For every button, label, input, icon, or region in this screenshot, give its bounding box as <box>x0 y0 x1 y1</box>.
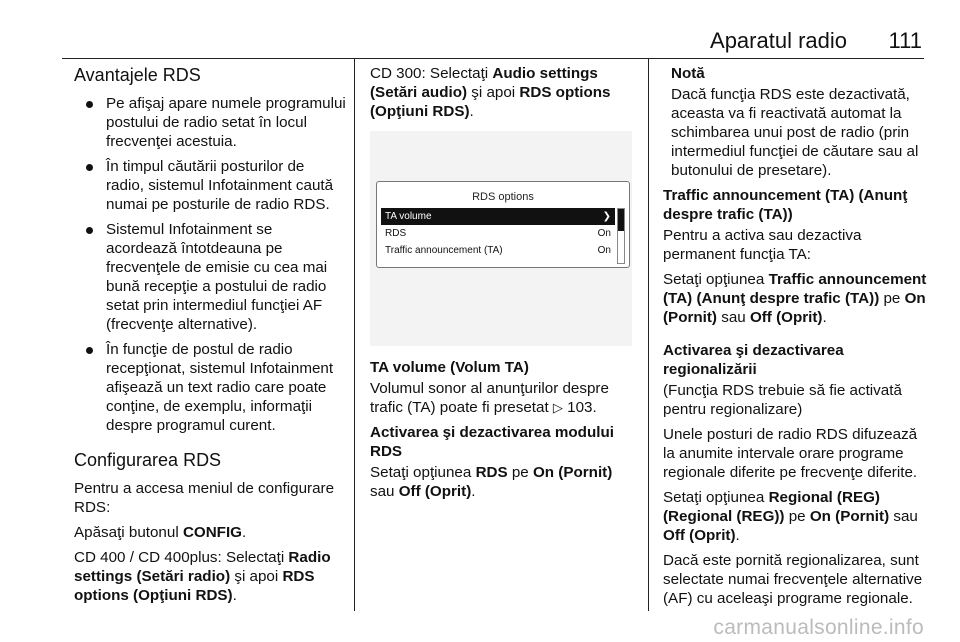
bullet-icon <box>86 347 93 354</box>
menu-item-rds: RDS On <box>385 228 611 239</box>
menu-item-traffic-announcement: Traffic announcement (TA) On <box>385 245 611 256</box>
bullet-icon <box>86 227 93 234</box>
rds-options-screenshot <box>370 131 632 346</box>
header-rule <box>62 58 924 59</box>
page-reference-icon: ▷ <box>552 400 563 415</box>
paragraph: (Funcţia RDS trebuie să fie activată pentru regionalizare) <box>663 382 902 418</box>
watermark: carmanualsonline.info <box>713 616 924 639</box>
note-text: Dacă funcţia RDS este dezactivată, aceasta va fi reactivată automat la schimbarea unui post de radio (prin intermediul funcţiei de căutare sau al butonului de presetare). <box>671 86 919 179</box>
page-number: 111 <box>888 28 922 53</box>
column-divider-2 <box>648 58 649 611</box>
paragraph: Apăsaţi butonul CONFIG. <box>74 524 247 541</box>
paragraph: Unele posturi de radio RDS difuzează la anumite intervale orare programe regionale diferite pe frecvenţe diferite. <box>663 426 918 481</box>
column-3 <box>663 64 931 614</box>
chapter-title: Aparatul radio <box>710 28 847 53</box>
paragraph: Volumul sonor al anunţurilor despre trafic (TA) poate fi presetat ▷ 103. <box>370 380 609 416</box>
subheading-ta-volume: TA volume (Volum TA) <box>370 359 529 376</box>
subheading-traffic-announcement: Traffic announcement (TA) (Anunţ despre trafic (TA)) <box>663 187 908 223</box>
paragraph: Setaţi opţiunea Traffic announcement (TA) (Anunţ despre trafic (TA)) pe On (Pornit) sau Off (Oprit). <box>663 271 927 326</box>
paragraph: Pentru a accesa meniul de configurare RDS: <box>74 480 335 516</box>
note-title: Notă <box>671 65 705 82</box>
list-item: În funcţie de postul de radio recepţionat, sistemul Infotainment afişează un text radio care poate conţine, de exemplu, informaţii despre programul curent. <box>74 340 346 435</box>
paragraph: Setaţi opţiunea RDS pe On (Pornit) sau Off (Oprit). <box>370 464 613 500</box>
menu-item-ta-volume: TA volume ❯ <box>381 208 615 225</box>
paragraph: Dacă este pornită regionalizarea, sunt selectate numai frecvenţele alternative (AF) cu aceleaşi programe regionale. <box>663 552 923 607</box>
paragraph: Setaţi opţiunea Regional (REG) (Regional (REG)) pe On (Pornit) sau Off (Oprit). <box>663 489 918 544</box>
bullet-icon <box>86 164 93 171</box>
paragraph: Pentru a activa sau dezactiva permanent funcţia TA: <box>663 227 862 263</box>
screen-title: RDS options <box>472 191 534 203</box>
advantages-list <box>74 94 346 435</box>
chevron-right-icon: ❯ <box>602 211 611 222</box>
column-divider-1 <box>354 58 355 611</box>
subheading-rds-mode: Activarea şi dezactivarea modului RDS <box>370 424 614 460</box>
display-screen <box>376 181 630 268</box>
column-1 <box>74 64 346 611</box>
bullet-icon <box>86 101 93 108</box>
list-item: Sistemul Infotainment se acordează întotdeauna pe frecvenţele de emisie cu cea mai bună recepţie a postului de radio setat prin intermediul funcţiei AF (frecvenţe alternative). <box>74 220 346 334</box>
column-2 <box>370 64 638 507</box>
heading-rds-config: Configurarea RDS <box>74 450 222 470</box>
paragraph: CD 400 / CD 400plus: Selectaţi Radio settings (Setări radio) şi apoi RDS options (Opţiuni RDS). <box>74 549 331 604</box>
screen-scrollbar <box>617 208 625 264</box>
heading-rds-advantages: Avantajele RDS <box>74 65 201 85</box>
page-header <box>0 28 960 58</box>
list-item: Pe afişaj apare numele programului postului de radio setat în locul frecvenţei acestuia. <box>74 94 346 151</box>
paragraph: CD 300: Selectaţi Audio settings (Setări audio) şi apoi RDS options (Opţiuni RDS). <box>370 65 611 120</box>
note-box <box>663 64 931 180</box>
list-item: În timpul căutării posturilor de radio, sistemul Infotainment caută numai pe posturile de radio RDS. <box>74 157 346 214</box>
subheading-regionalization: Activarea şi dezactivarea regionalizării <box>663 342 844 378</box>
